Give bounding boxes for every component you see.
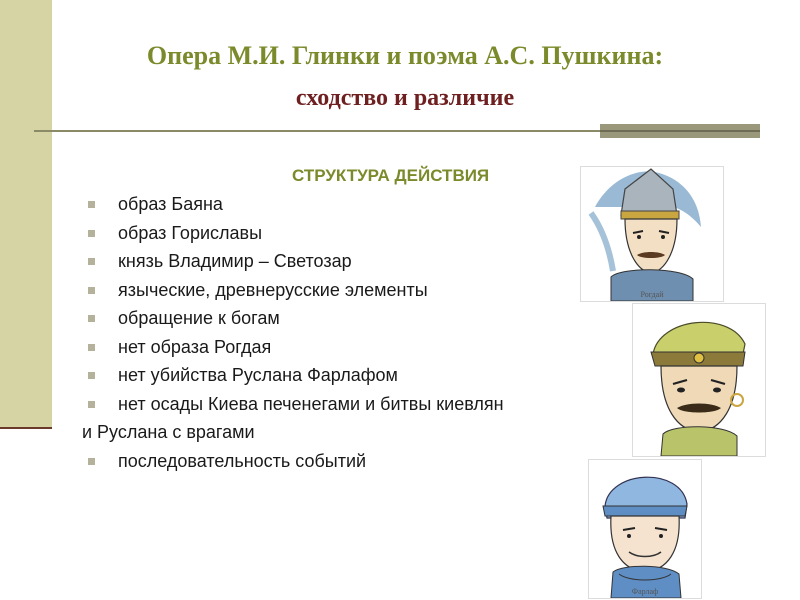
list-item: нет образа Рогдая xyxy=(88,333,504,362)
list-item: нет убийства Руслана Фарлафом xyxy=(88,361,504,390)
farlaf-portrait-icon xyxy=(589,460,701,598)
list-item: языческие, древнерусские элементы xyxy=(88,276,504,305)
portrait-farlaf xyxy=(588,459,702,599)
list-item: последовательность событий xyxy=(88,447,504,476)
bullet-list xyxy=(82,190,504,475)
list-item: князь Владимир – Светозар xyxy=(88,247,504,276)
list-item: образ Гориславы xyxy=(88,219,504,248)
bullet-square-icon xyxy=(88,458,95,465)
turban-warrior-portrait-icon xyxy=(633,304,765,456)
list-item: обращение к богам xyxy=(88,304,504,333)
title-line-2: сходство и различие xyxy=(295,84,515,111)
slide-title xyxy=(60,40,750,113)
bullet-square-icon xyxy=(88,344,95,351)
portrait-rogdai xyxy=(580,166,724,302)
title-divider xyxy=(34,130,600,132)
bullet-square-icon xyxy=(88,287,95,294)
side-decor-bar xyxy=(0,0,52,427)
portrait-caption: Рогдай xyxy=(640,290,664,299)
section-title: СТРУКТУРА ДЕЙСТВИЯ xyxy=(292,166,490,185)
bullet-square-icon xyxy=(88,201,95,208)
bullet-square-icon xyxy=(88,230,95,237)
divider-accent-line xyxy=(600,130,760,132)
bullet-square-icon xyxy=(88,258,95,265)
title-line-1: Опера М.И. Глинки и поэма А.С. Пушкина: xyxy=(146,41,664,70)
bullet-square-icon xyxy=(88,315,95,322)
list-item-continuation: и Руслана с врагами xyxy=(82,422,255,442)
bullet-square-icon xyxy=(88,372,95,379)
bullet-square-icon xyxy=(88,401,95,408)
list-item: нет осады Киева печенегами и битвы киевлян xyxy=(88,390,504,419)
list-item: образ Баяна xyxy=(88,190,504,219)
portrait-warrior xyxy=(632,303,766,457)
portrait-caption: Фарлаф xyxy=(631,587,659,596)
side-decor-line xyxy=(0,427,52,429)
warrior-helmet-portrait-icon xyxy=(581,167,723,301)
